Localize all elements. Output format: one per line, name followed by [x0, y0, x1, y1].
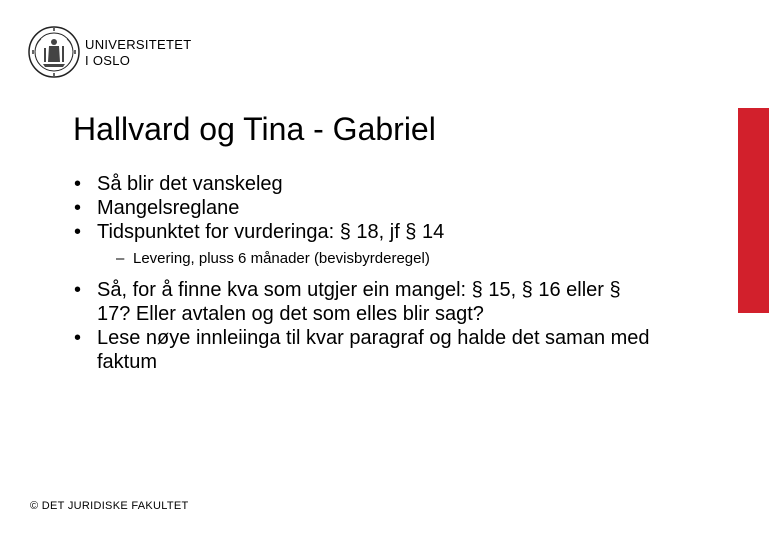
bullet-list — [74, 172, 654, 374]
bullet-marker: • — [74, 221, 82, 243]
university-name — [85, 37, 191, 69]
bullet-text: Tidspunktet for vurderinga: § 18, jf § 14 — [97, 221, 445, 243]
university-name-line-1: UNIVERSITETET — [85, 37, 192, 52]
university-name-line-2: I OSLO — [85, 53, 131, 68]
bullet-marker: • — [74, 173, 82, 195]
sub-bullet-text: Levering, pluss 6 månader (bevisbyrderegel) — [133, 250, 430, 267]
sub-bullet-marker: – — [116, 250, 125, 267]
bullet-marker: • — [74, 327, 82, 349]
accent-bar — [738, 108, 769, 313]
bullet-text: Så blir det vanskeleg — [97, 173, 283, 195]
bullet-item — [74, 278, 654, 326]
university-seal-icon — [27, 24, 81, 80]
bullet-item — [74, 220, 654, 244]
bullet-marker: • — [74, 279, 82, 301]
bullet-text: Mangelsreglane — [97, 197, 240, 219]
bullet-marker: • — [74, 197, 82, 219]
footer-text: © DET JURIDISKE FAKULTET — [30, 500, 189, 512]
bullet-item — [74, 172, 654, 196]
bullet-item — [74, 326, 654, 374]
bullet-text: Så, for å finne kva som utgjer ein mangel: § 15, § 16 eller § 17? Eller avtalen og det som elles blir sagt? — [97, 279, 621, 325]
bullet-text: Lese nøye innleiinga til kvar paragraf og halde det saman med faktum — [97, 327, 650, 373]
sub-bullet-item — [116, 249, 654, 269]
bullet-item — [74, 196, 654, 220]
slide-title: Hallvard og Tina - Gabriel — [73, 111, 436, 147]
